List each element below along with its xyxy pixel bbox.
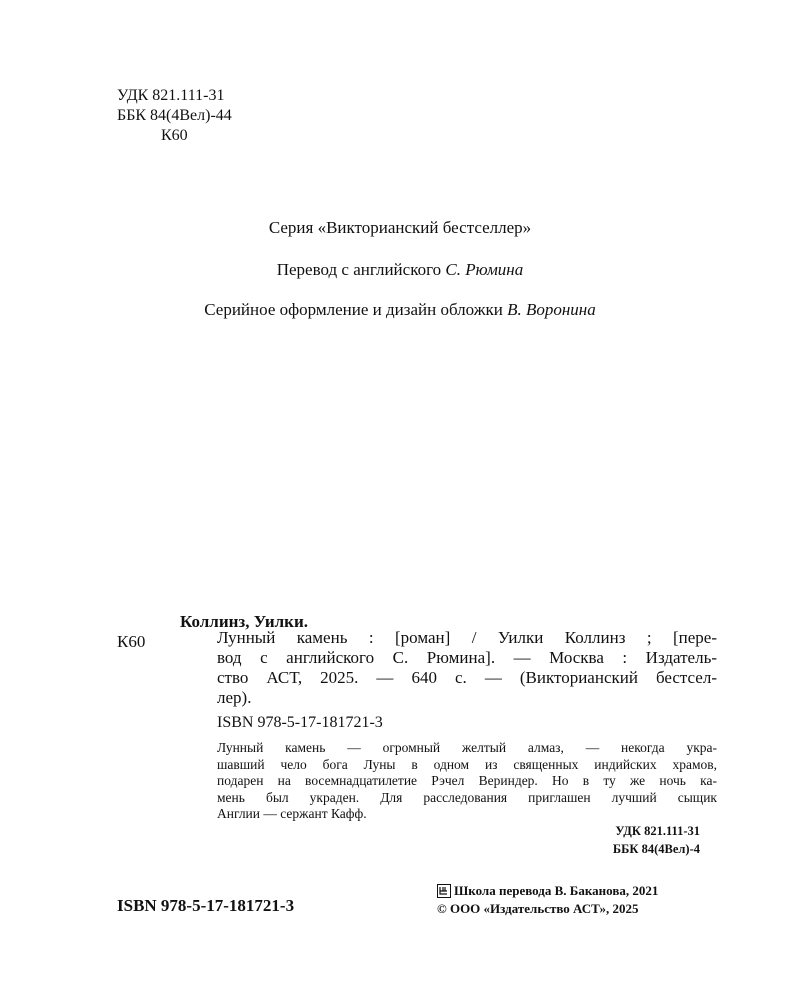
classification-codes [117,86,232,146]
footer-isbn: ISBN 978-5-17-181721-3 [117,896,295,915]
catalog-author-heading: Коллинз, Уилки. [180,612,309,631]
annotation-line: подарен на восемнадцатилетие Рэчел Вериндер. Но в ту же ночь ка- [217,773,717,788]
series-line: Серия «Викторианский бестселлер» [268,218,532,237]
annotation-line: Лунный камень — огромный желтый алмаз, — некогда укра- [217,740,717,755]
translation-prefix: Перевод с английского [276,260,446,279]
translation-line [0,260,800,280]
copyright-block [437,882,658,918]
catalog-udk: УДК 821.111-31 [615,824,700,838]
catalog-codes [520,822,700,858]
design-line [0,300,800,320]
copyright-publisher: © ООО «Издательство АСТ», 2025 [437,901,639,916]
school-logo-icon [437,884,451,898]
catalog-isbn: ISBN 978-5-17-181721-3 [217,714,383,731]
annotation [217,740,717,823]
catalog-author-mark: К60 [117,632,146,651]
annotation-line: мень был украден. Для расследования приглашен лучший сыщик [217,789,717,805]
description-line: Лунный камень : [роман] / Уилки Коллинз ; [пере- [217,628,717,647]
udk-code: УДК 821.111-31 [117,87,225,104]
description-line: вод с английского С. Рюмина]. — Москва : Издатель- [217,648,717,667]
author-mark: К60 [161,127,188,144]
designer-name: В. Воронина [507,300,596,319]
description-line: ство АСТ, 2025. — 640 с. — (Викторианский бестсел- [217,668,717,687]
bbk-code: ББК 84(4Вел)-44 [117,107,232,124]
translator-name: С. Рюмина [445,260,524,279]
annotation-line: шавший чело бога Луны в одном из священных индийских храмов, [217,756,717,772]
catalog-bbk: ББК 84(4Вел)-4 [612,842,700,856]
copyright-school: Школа перевода В. Баканова, 2021 [454,883,659,898]
description-line: лер). [217,688,252,707]
copyright-school-line [437,882,658,900]
catalog-description [217,628,717,708]
annotation-line: Англии — сержант Кафф. [217,806,367,821]
design-prefix: Серийное оформление и дизайн обложки [204,300,508,319]
